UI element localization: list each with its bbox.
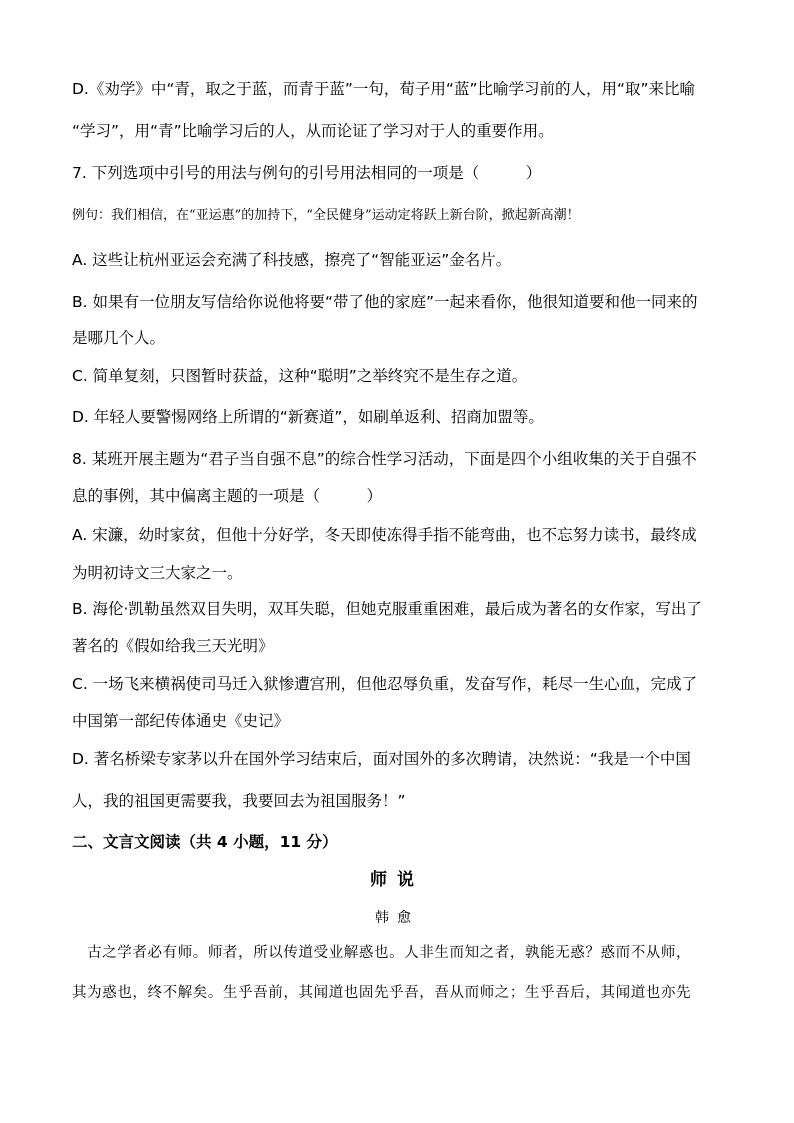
q7-example-sentence: 例句：我们相信，在“亚运惠”的加持下，“全民健身”运动定将跃上新台阶，掀起新高潮！ — [72, 208, 580, 223]
q6-option-d-line1: D.《劝学》中“青，取之于蓝，而青于蓝”一句，荀子用“蓝”比喻学习前的人，用“取”来比喻 — [72, 80, 696, 98]
q7-option-b-line2: 是哪几个人。 — [72, 329, 166, 347]
q7-stem: 7. 下列选项中引号的用法与例句的引号用法相同的一项是（ ） — [72, 164, 542, 182]
q8-stem-line1: 8. 某班开展主题为“君子当自强不息”的综合性学习活动，下面是四个小组收集的关于自强不 — [72, 450, 697, 468]
essay-paragraph-line1: 古之学者必有师。师者，所以传道受业解惑也。人非生而知之者，孰能无惑？惑而不从师， — [72, 945, 692, 961]
q8-option-b-line2: 著名的《假如给我三天光明》 — [72, 637, 274, 655]
q8-option-b-line1: B. 海伦·凯勒虽然双目失明，双耳失聪，但她克服重重困难，最后成为著名的女作家，写出了 — [72, 600, 702, 618]
q7-option-a: A. 这些让杭州亚运会充满了科技感，擦亮了“智能亚运”金名片。 — [72, 251, 512, 269]
q8-option-d-line1: D. 著名桥梁专家茅以升在国外学习结束后，面对国外的多次聘请，决然说：“我是一个中国 — [72, 750, 691, 768]
q8-option-a-line2: 为明初诗文三大家之一。 — [72, 564, 243, 582]
section-heading: 二、文言文阅读（共 4 小题，11 分） — [72, 833, 338, 851]
q8-option-c-line2: 中国第一部纪传体通史《史记》 — [72, 712, 290, 730]
q8-option-a-line1: A. 宋濂，幼时家贫，但他十分好学，冬天即使冻得手指不能弯曲，也不忘努力读书，最终成 — [72, 526, 697, 544]
q7-option-b-line1: B. 如果有一位朋友写信给你说他将要“带了他的家庭”一起来看你，他很知道要和他一同来的 — [72, 293, 698, 311]
essay-paragraph-line2: 其为惑也，终不解矣。生乎吾前，其闻道也固先乎吾，吾从而师之；生乎吾后，其闻道也亦先 — [72, 985, 692, 1001]
q7-option-d: D. 年轻人要警惕网络上所谓的“新赛道”，如刷单返利、招商加盟等。 — [72, 408, 544, 426]
q7-option-c: C. 简单复刻，只图暂时获益，这种“聪明”之举终究不是生存之道。 — [72, 367, 528, 385]
q8-option-c-line1: C. 一场飞来横祸使司马迁入狱惨遭宫刑，但他忍辱负重，发奋写作，耗尽一生心血，完成了 — [72, 675, 698, 693]
essay-author: 韩愈 — [375, 910, 419, 926]
q8-stem-line2: 息的事例，其中偏离主题的一项是（ ） — [72, 487, 383, 505]
q8-option-d-line2: 人，我的祖国更需要我，我要回去为祖国服务！” — [72, 792, 406, 810]
essay-title: 师说 — [370, 870, 424, 890]
q6-option-d-line2: “学习”，用“青”比喻学习后的人，从而论证了学习对于人的重要作用。 — [72, 122, 554, 140]
